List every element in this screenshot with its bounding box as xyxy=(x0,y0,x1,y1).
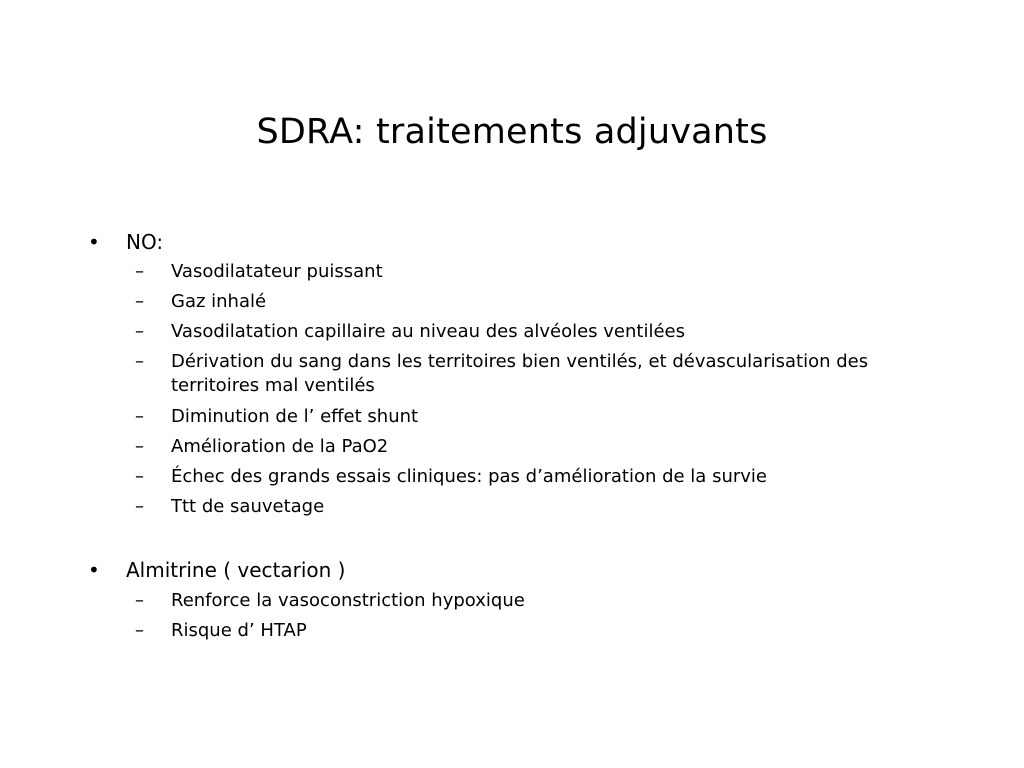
dash-mark: – xyxy=(135,291,144,312)
list-item xyxy=(135,619,895,643)
list-item-text: Vasodilatateur puissant xyxy=(171,261,383,282)
list-item xyxy=(135,465,895,489)
list-item-text: Renforce la vasoconstriction hypoxique xyxy=(171,590,525,611)
dash-mark: – xyxy=(135,590,144,611)
list-item-text: Échec des grands essais cliniques: pas d’amélioration de la survie xyxy=(171,466,767,487)
bullet-mark: • xyxy=(88,558,100,582)
list-item xyxy=(135,495,895,519)
dash-mark: – xyxy=(135,321,144,342)
list-item-text: Risque d’ HTAP xyxy=(171,620,307,641)
list-item xyxy=(135,435,895,459)
list-item-text: Gaz inhalé xyxy=(171,291,267,312)
bullet-no xyxy=(88,229,163,255)
bullet-almitrine xyxy=(88,557,345,583)
slide-title: SDRA: traitements adjuvants xyxy=(256,112,768,152)
dash-mark: – xyxy=(135,436,144,457)
list-item xyxy=(135,589,895,613)
dash-mark: – xyxy=(135,406,144,427)
list-item xyxy=(135,320,895,344)
list-item-text: Diminution de l’ effet shunt xyxy=(171,406,419,427)
list-item xyxy=(135,260,895,284)
list-item xyxy=(135,290,895,314)
bullet-mark: • xyxy=(88,230,100,254)
dash-mark: – xyxy=(135,466,144,487)
bullet-label: Almitrine ( vectarion ) xyxy=(126,558,346,582)
dash-mark: – xyxy=(135,351,144,372)
list-item xyxy=(135,405,895,429)
bullet-label: NO: xyxy=(126,230,164,254)
dash-mark: – xyxy=(135,620,144,641)
list-item-text: Dérivation du sang dans les territoires bien ventilés, et dévascularisation des territoires mal ventilés xyxy=(171,351,869,396)
dash-mark: – xyxy=(135,261,144,282)
dash-mark: – xyxy=(135,496,144,517)
list-item xyxy=(135,350,895,398)
list-item-text: Vasodilatation capillaire au niveau des alvéoles ventilées xyxy=(171,321,685,342)
list-item-text: Ttt de sauvetage xyxy=(171,496,325,517)
list-item-text: Amélioration de la PaO2 xyxy=(171,436,389,457)
